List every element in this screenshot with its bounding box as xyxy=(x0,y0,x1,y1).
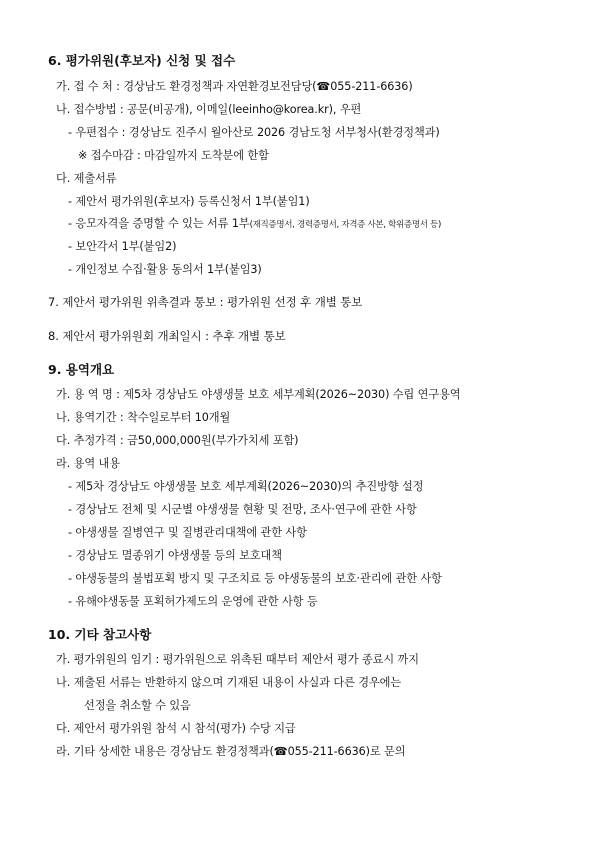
section-9-title: 9. 용역개요 xyxy=(48,362,115,377)
section-9-item-da: 다. 추정가격 : 금50,000,000원(부가가치세 포함) xyxy=(56,434,299,447)
section-6-doc-2-note: (재직증명서, 경력증명서, 자격증 사본, 학위증명서 등) xyxy=(249,220,441,230)
section-10-item-ra: 라. 기타 상세한 내용은 경상남도 환경정책과(☎055-211-6636)로 문의 xyxy=(56,745,406,758)
section-10-item-da: 다. 제안서 평가위원 참석 시 참석(평가) 수당 지급 xyxy=(56,722,296,735)
section-6-item-na: 나. 접수방법 : 공문(비공개), 이메일(leeinho@korea.kr), 우편 xyxy=(56,103,362,116)
section-6-deadline-note: ※ 접수마감 : 마감일까지 도착분에 한함 xyxy=(78,149,269,162)
section-9-content-3: - 야생생물 질병연구 및 질병관리대책에 관한 사항 xyxy=(68,526,307,539)
section-9-item-ga: 가. 용 역 명 : 제5차 경상남도 야생생물 보호 세부계획(2026~2030) 수립 연구용역 xyxy=(56,388,461,401)
section-6-doc-4: - 개인정보 수집·활용 동의서 1부(붙임3) xyxy=(68,263,262,276)
section-6-item-ga: 가. 접 수 처 : 경상남도 환경정책과 자연환경보전담당(☎055-211-6636) xyxy=(56,80,413,93)
section-10-title: 10. 기타 참고사항 xyxy=(48,627,152,642)
section-6-title: 6. 평가위원(후보자) 신청 및 접수 xyxy=(48,53,236,68)
section-9-content-6: - 유해야생동물 포획허가제도의 운영에 관한 사항 등 xyxy=(68,595,318,608)
section-9-content-5: - 야생동물의 불법포획 방지 및 구조치료 등 야생동물의 보호·관리에 관한 사항 xyxy=(68,572,442,585)
section-8-title: 8. 제안서 평가위원회 개최일시 : 추후 개별 통보 xyxy=(48,329,286,343)
section-10-item-na-cont: 선정을 취소할 수 있음 xyxy=(84,699,191,712)
section-6-doc-3: - 보안각서 1부(붙임2) xyxy=(68,240,177,253)
section-9-content-2: - 경상남도 전체 및 시군별 야생생물 현황 및 전망, 조사·연구에 관한 사항 xyxy=(68,503,417,516)
section-10-item-ga: 가. 평가위원의 임기 : 평가위원으로 위촉된 때부터 제안서 평가 종료시 까지 xyxy=(56,653,419,666)
section-9-content-1: - 제5차 경상남도 야생생물 보호 세부계획(2026~2030)의 추진방향 설정 xyxy=(68,480,424,493)
section-9-item-na: 나. 용역기간 : 착수일로부터 10개월 xyxy=(56,411,231,424)
section-9-content-4: - 경상남도 멸종위기 야생생물 등의 보호대책 xyxy=(68,549,282,562)
section-9-item-ra: 라. 용역 내용 xyxy=(56,457,120,470)
section-6-postal-detail: - 우편접수 : 경상남도 진주시 월아산로 2026 경남도청 서부청사(환경정책과) xyxy=(68,126,440,139)
section-6-doc-2-main: - 응모자격을 증명할 수 있는 서류 1부 xyxy=(68,217,250,230)
section-6-doc-2 xyxy=(68,215,441,231)
section-6-item-da: 다. 제출서류 xyxy=(56,172,117,185)
section-10-item-na: 나. 제출된 서류는 반환하지 않으며 기재된 내용이 사실과 다른 경우에는 xyxy=(56,676,402,689)
section-6-doc-1: - 제안서 평가위원(후보자) 등록신청서 1부(붙임1) xyxy=(68,195,310,208)
section-7-title: 7. 제안서 평가위원 위촉결과 통보 : 평가위원 선정 후 개별 통보 xyxy=(48,295,363,309)
